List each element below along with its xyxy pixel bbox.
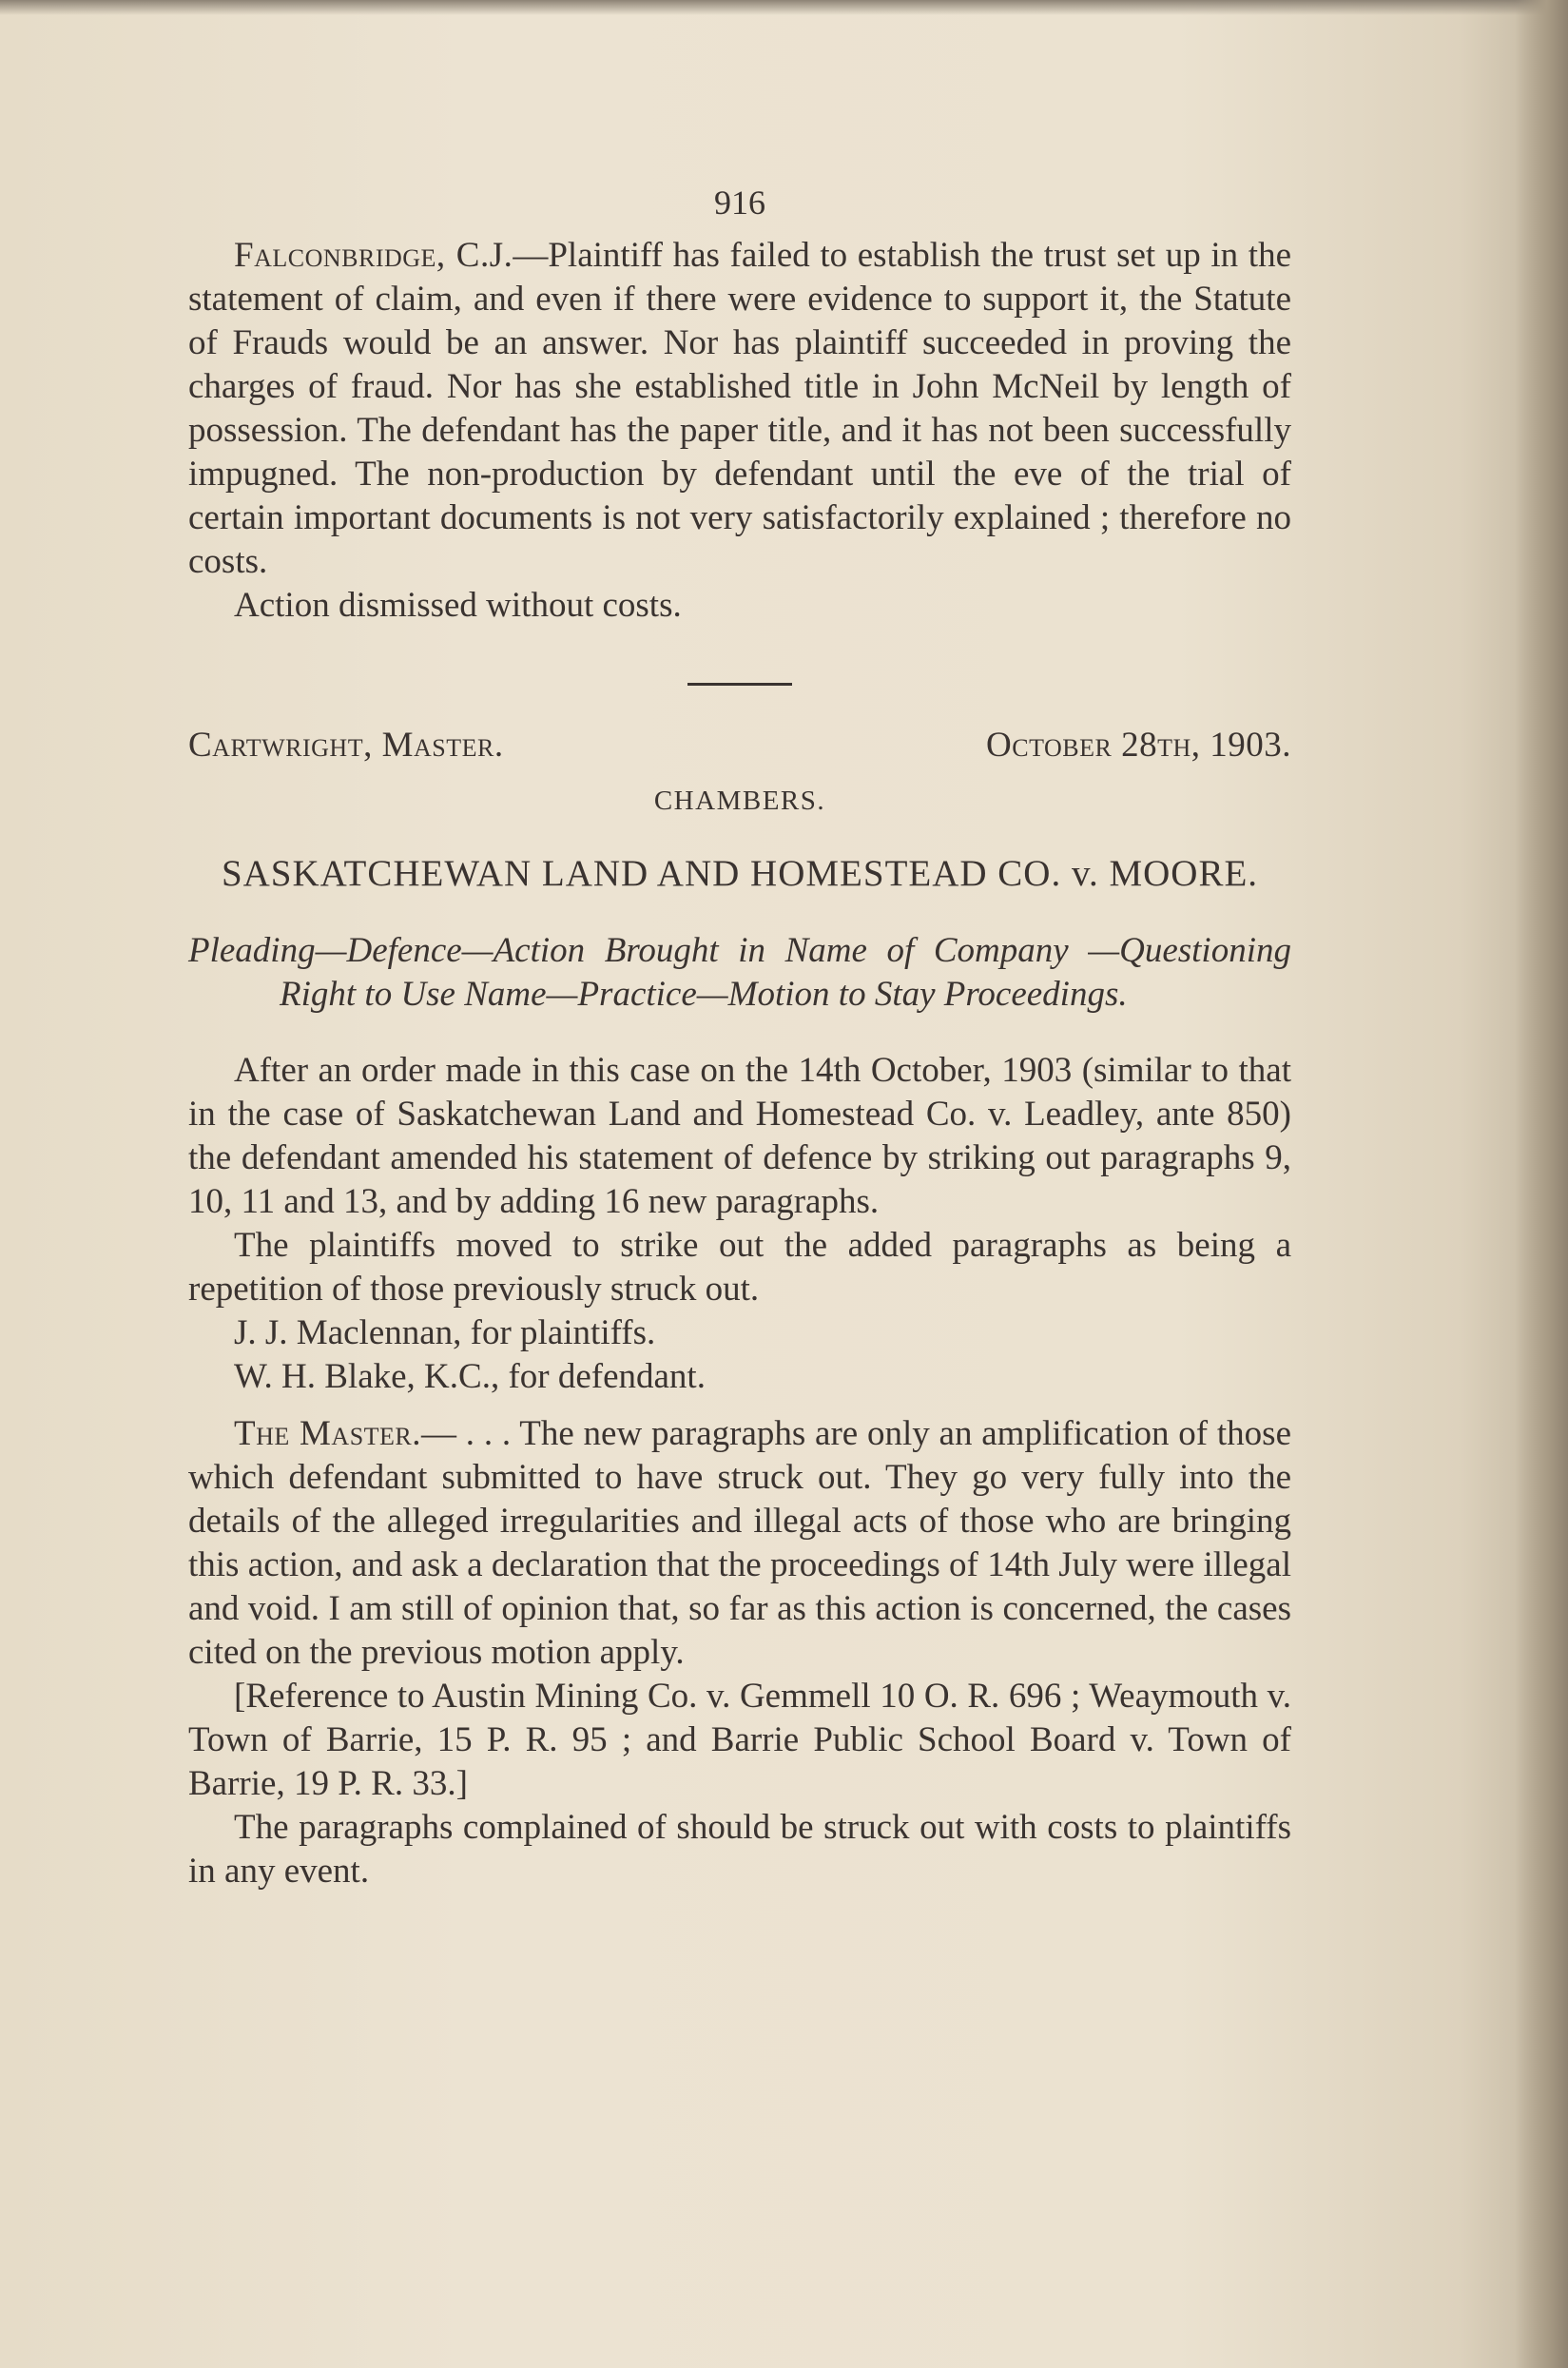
conclusion-paragraph: The paragraphs complained of should be struck out with costs to plaintiffs in any event. bbox=[188, 1808, 1291, 1891]
motion-paragraph: The plaintiffs moved to strike out the added paragraphs as being a repetition of those previously struck out. bbox=[188, 1226, 1291, 1309]
page-top-shadow bbox=[0, 0, 1568, 15]
master-text: — . . . The new paragraphs are only an amplification of those which defendant submitted to have struck out. They go very fully into the details of the alleged irregularities and illegal acts of those who are bringing this action, and ask a declaration that the proceedings of 14th July were illegal and void. I am still of opinion that, so far as this action is concerned, the cases cited on the previous motion apply. bbox=[188, 1414, 1291, 1672]
case-title: SASKATCHEWAN LAND AND HOMESTEAD CO. v. MOORE. bbox=[221, 853, 1259, 894]
page-number: 916 bbox=[714, 184, 765, 222]
counsel-defendant: W. H. Blake, K.C., for defendant. bbox=[234, 1357, 706, 1396]
page-binding-edge bbox=[1515, 0, 1568, 2368]
counsel-plaintiffs: J. J. Maclennan, for plaintiffs. bbox=[234, 1313, 656, 1352]
case-date: October 28th, 1903. bbox=[986, 726, 1291, 765]
page-content bbox=[188, 181, 1291, 1893]
section-divider bbox=[687, 683, 792, 686]
headnote: Pleading—Defence—Action Brought in Name of Company —Questioning Right to Use Name—Practice—Motion to Stay Proceedings. bbox=[188, 931, 1291, 1014]
master-label: The Master. bbox=[234, 1414, 422, 1453]
action-result: Action dismissed without costs. bbox=[234, 586, 682, 625]
facts-paragraph: After an order made in this case on the 14th October, 1903 (similar to that in the case of Saskatchewan Land and Homestead Co. v. Leadley, ante 850) the defendant amended his statement of defence by striking out paragraphs 9, 10, 11 and 13, and by adding 16 new paragraphs. bbox=[188, 1051, 1291, 1221]
judge-name: Falconbridge, C.J. bbox=[234, 236, 513, 275]
master-judgment bbox=[188, 1412, 1291, 1675]
spacer bbox=[188, 1399, 1291, 1412]
falconbridge-judgment bbox=[188, 234, 1291, 584]
court-label: CHAMBERS. bbox=[653, 786, 826, 816]
case-header bbox=[188, 724, 1291, 767]
judgment-text: —Plaintiff has failed to establish the trust set up in the statement of claim, and even if there were evidence to support it, the Statute of Frauds would be an answer. Nor has plaintiff succeeded in proving the charges of fraud. Nor has she established title in John McNeil by length of possession. The defendant has the paper title, and it has not been successfully impugned. The non-production by defendant until the eve of the trial of certain important documents is not very satisfactorily explained ; therefore no costs. bbox=[188, 236, 1292, 581]
case-judge: Cartwright, Master. bbox=[188, 726, 504, 765]
reference-paragraph: [Reference to Austin Mining Co. v. Gemmell 10 O. R. 696 ; Weaymouth v. Town of Barrie, 15 P. R. 95 ; and Barrie Public School Board v. Town of Barrie, 19 P. R. 33.] bbox=[188, 1677, 1291, 1803]
